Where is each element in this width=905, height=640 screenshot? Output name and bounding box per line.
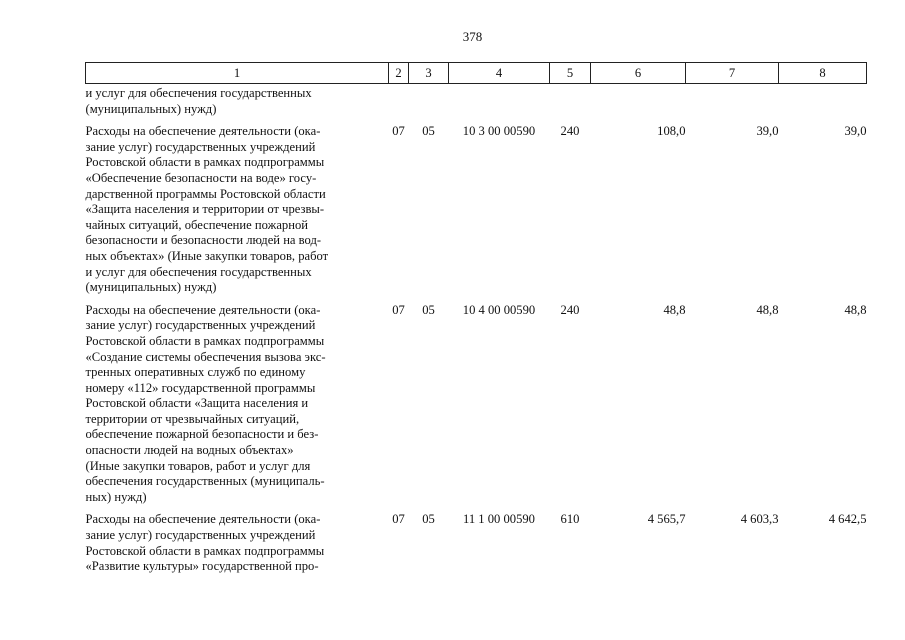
row-description: Расходы на обеспечение деятельности (ока- зание услуг) государственных учреждений Ростовской области в рамках подпрограммы «Обеспечение безопасности на воде» госу- дарственной программы Ростовской области «Защита населения и территории от чрезвы- чайных ситуаций, обеспечение пожарной безопасности и безопасности людей на вод- ных объектах» (Иные закупки товаров, работ и услуг для обеспечения государственных (муниципальных) нужд)	[85, 124, 329, 295]
amount-col-8: 39,0	[844, 124, 867, 139]
subsection-code: 05	[422, 302, 435, 317]
target-article-code: 11 1 00 00590	[463, 512, 535, 527]
column-header: 4	[449, 63, 550, 84]
expense-type-code: 240	[560, 124, 580, 139]
amount-col-7: 39,0	[756, 124, 779, 139]
column-header: 2	[389, 63, 409, 84]
expense-type-code: 610	[560, 512, 580, 527]
section-code	[389, 84, 409, 118]
subsection-code	[409, 84, 449, 118]
column-header: 8	[779, 63, 867, 84]
column-header: 7	[686, 63, 779, 84]
row-description: Расходы на обеспечение деятельности (ока- зание услуг) государственных учреждений Ростовской области в рамках подпрограммы «Создание системы обеспечения вызова экс- тренных оперативных служб по единому номеру «112» государственной программы Ростовской области «Защита населения и территории от чрезвычайных ситуаций, обеспечение пожарной безопасности и без- опасности людей на водных объектах» (Иные закупки товаров, работ и услуг для обеспечения государственных (муниципаль- ных) нужд)	[85, 302, 326, 504]
target-article-code: 10 4 00 00590	[462, 302, 536, 317]
section-code: 07	[392, 124, 405, 139]
amount-col-6	[591, 84, 686, 118]
column-header: 1	[86, 63, 389, 84]
column-header: 6	[591, 63, 686, 84]
table-row	[86, 296, 867, 506]
column-header: 5	[550, 63, 591, 84]
expense-type-code: 240	[560, 302, 580, 317]
subsection-code: 05	[422, 124, 435, 139]
budget-table	[85, 62, 867, 575]
section-code: 07	[392, 302, 405, 317]
table-row	[86, 117, 867, 296]
amount-col-6: 48,8	[663, 302, 686, 317]
column-header: 3	[409, 63, 449, 84]
table-row	[86, 84, 867, 118]
amount-col-8: 48,8	[844, 302, 867, 317]
amount-col-7: 4 603,3	[740, 512, 779, 527]
column-number-header-row	[86, 63, 867, 84]
amount-col-6: 4 565,7	[647, 512, 686, 527]
subsection-code: 05	[422, 512, 435, 527]
target-article-code	[449, 84, 550, 118]
amount-col-7: 48,8	[756, 302, 779, 317]
page-number: 378	[462, 29, 483, 44]
target-article-code: 10 3 00 00590	[462, 124, 536, 139]
amount-col-8	[779, 84, 867, 118]
amount-col-8: 4 642,5	[828, 512, 867, 527]
section-code: 07	[392, 512, 405, 527]
amount-col-6: 108,0	[657, 124, 686, 139]
row-description: и услуг для обеспечения государственных (муниципальных) нужд)	[85, 86, 312, 116]
amount-col-7	[686, 84, 779, 118]
row-description: Расходы на обеспечение деятельности (ока- зание услуг) государственных учреждений Ростовской области в рамках подпрограммы «Развитие культуры» государственной про-	[85, 512, 325, 574]
table-row	[86, 505, 867, 574]
expense-type-code	[550, 84, 591, 118]
